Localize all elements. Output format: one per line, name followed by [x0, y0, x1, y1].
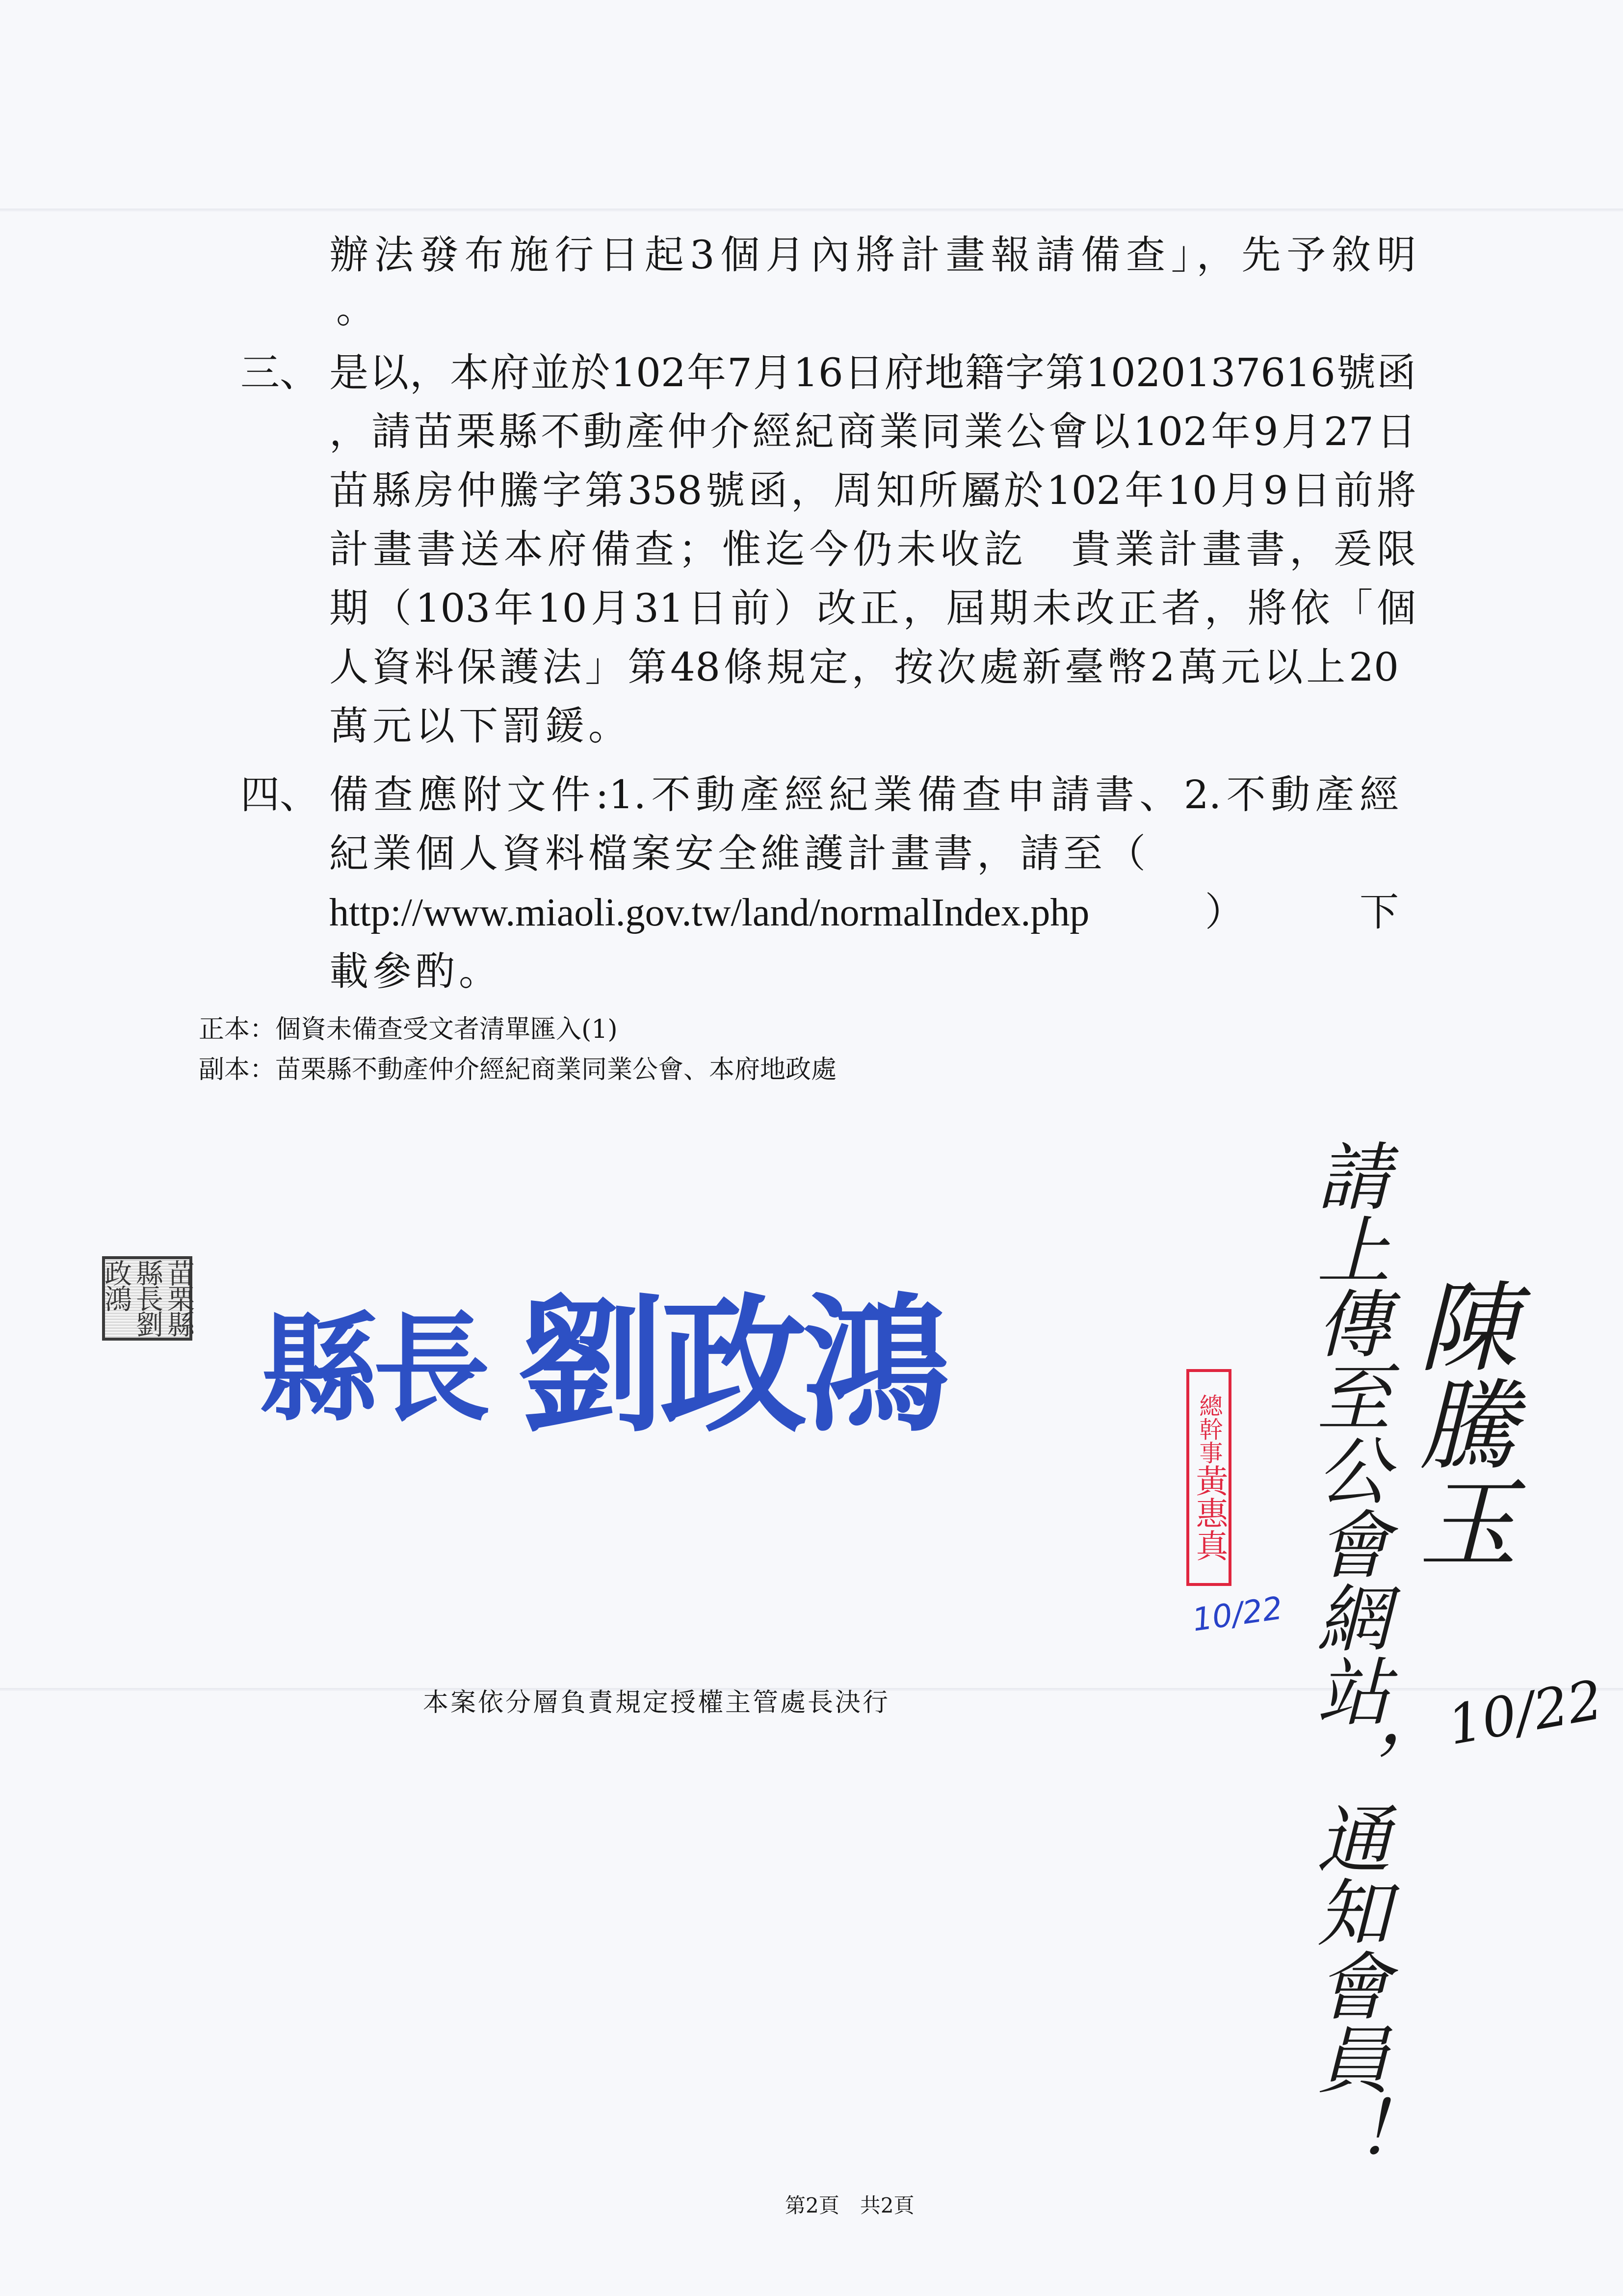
paper-fold-top: [0, 209, 1623, 211]
seal-name: 黃惠真: [1190, 1464, 1228, 1561]
decision-authority-note: 本案依分層負責規定授權主管處長決行: [423, 1688, 890, 1717]
item-4-line: 紀業個人資料檔案安全維護計畫書，請至（: [329, 831, 1150, 876]
item-3-line: 是以，本府並於102年7月16日府地籍字第1020137616號函: [329, 350, 1416, 396]
item-4-url-line: http://www.miaoli.gov.tw/land/normalIndex.php）下: [329, 891, 1399, 934]
copy-recipient: 副本：苗栗縣不動產仲介經紀商業同業公會、本府地政處: [199, 1055, 837, 1084]
item-3-line: 苗縣房仲騰字第358號函，周知所屬於102年10月9日前將: [329, 468, 1416, 513]
item-4-line: 載參酌。: [329, 949, 502, 994]
item-3-line: 計畫書送本府備查；惟迄今仍未收訖 貴業計畫書，爰限: [329, 527, 1416, 572]
received-date-handwritten: 10/22: [1190, 1590, 1285, 1639]
item-3-line: 期（103年10月31日前）改正，屆期未改正者，將依「個: [329, 585, 1416, 631]
page-number: 第2頁 共2頁: [785, 2193, 915, 2217]
handwritten-note: 請上傳至公會網站，通知會員！: [1304, 1138, 1389, 2169]
item-3-line: ，請苗栗縣不動產仲介經紀商業同業公會以102年9月27日: [329, 409, 1416, 454]
seal-title: 總幹事: [1195, 1394, 1223, 1464]
handwritten-signature: 陳騰玉: [1403, 1276, 1517, 1570]
red-name-seal: [1186, 1369, 1231, 1586]
signature-date: 10/22: [1443, 1668, 1607, 1757]
item-3-line: 人資料保護法」第48條規定，按次處新臺幣2萬元以上20: [329, 644, 1399, 690]
mayor-title-stamp: 縣長: [260, 1300, 486, 1438]
original-recipient: 正本：個資未備查受文者清單匯入(1): [199, 1015, 618, 1044]
item-3-number: 三、: [240, 350, 319, 396]
continued-line-end: 。: [336, 286, 375, 332]
item-3-line: 萬元以下罰鍰。: [329, 703, 631, 749]
item-4-number: 四、: [240, 772, 319, 818]
mayor-name-stamp: 劉政鴻: [518, 1281, 944, 1452]
item-4-line: 備查應附文件:1.不動產經紀業備查申請書、2.不動產經: [329, 772, 1399, 818]
official-seal-stamp: 苗栗縣縣長劉政鴻: [102, 1256, 192, 1341]
continued-line: 辦法發布施行日起3個月內將計畫報請備查」，先予敘明: [329, 232, 1416, 278]
